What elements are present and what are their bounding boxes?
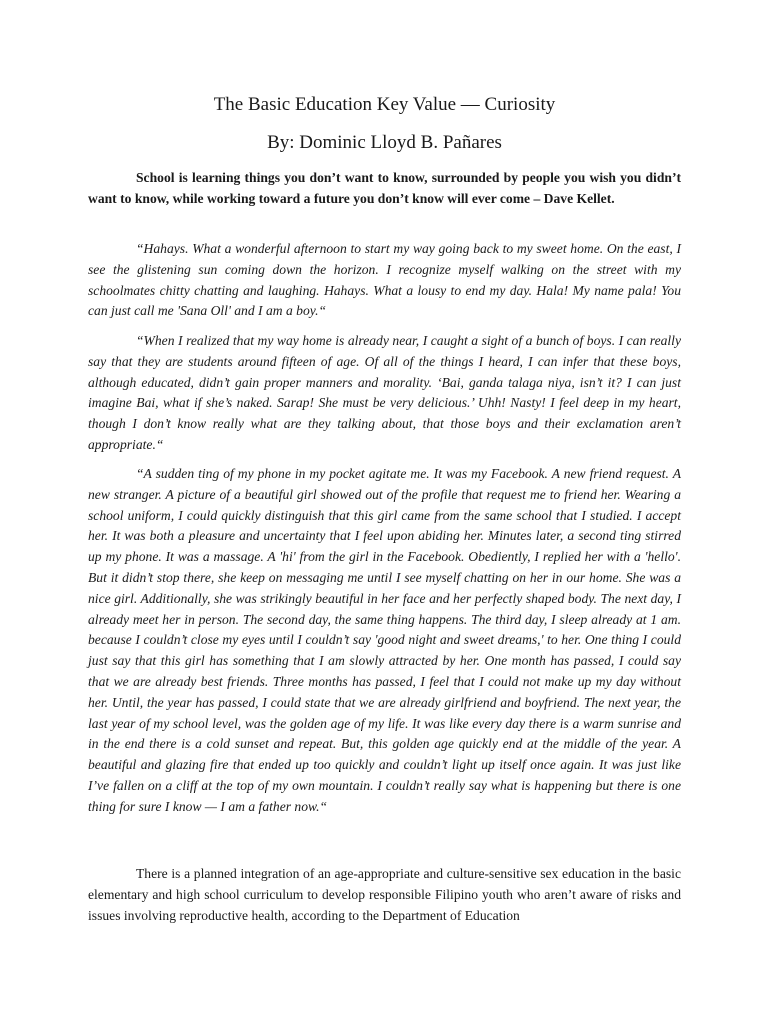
body-paragraph-1: There is a planned integration of an age-appropriate and culture-sensitive sex education in the basic elementary and high school curriculum to develop responsible Filipino youth who aren’t aware of risks and issues involving reproductive health, according to the Department of Education bbox=[88, 866, 681, 923]
narrative-paragraph-3: “A sudden ting of my phone in my pocket agitate me. It was my Facebook. A new friend request. A new stranger. A picture of a beautiful girl showed out of the profile that request me to friend her. Wearing a school uniform, I could quickly distinguish that this girl came from the same school that I studied. I accept her. It was both a pleasure and uncertainty that I feel upon abiding her. Minutes later, a second ting stirred up my phone. It was a massage. A 'hi' from the girl in the Facebook. Obediently, I replied her with a 'hello'. But it didn’t stop there, she keep on messaging me until I see myself chatting on her in our home. She was a nice girl. Additionally, she was strikingly beautiful in her face and her perfectly shaped body. The next day, I already meet her in person. The second day, the same thing happens. The third day, I sleep already at 1 am. because I couldn’t close my eyes until I couldn’t say 'good night and sweet dreams,' to her. One thing I could just say that this girl has something that I am slowly attracted by her. One month has passed, I could say that we are already best friends. Three months has passed, I feel that I could not make up my day without her. Until, the year has passed, I could state that we are already girlfriend and boyfriend. The next year, the last year of my school level, was the golden age of my life. It was like every day there is a warm sunrise and in the end there is a cold sunset and repeat. But, this golden age quickly end at the middle of the year. A beautiful and glazing fire that ended up too quickly and couldn’t light up itself once again. It was just like I’ve fallen on a cliff at the top of my own mountain. I couldn’t really say what is happening but there is one thing for sure I know — I am a father now.“ bbox=[88, 466, 681, 814]
document-title: The Basic Education Key Value — Curiosity bbox=[213, 94, 556, 115]
epigraph-quote: School is learning things you don’t want to know, surrounded by people you wish you didn’t want to know, while working toward a future you don’t know will ever come – Dave Kellet. bbox=[88, 170, 681, 206]
author-byline: By: Dominic Lloyd B. Pañares bbox=[267, 132, 502, 153]
narrative-paragraph-1: “Hahays. What a wonderful afternoon to start my way going back to my sweet home. On the east, I see the glistening sun coming down the horizon. I recognize myself walking on the street with my schoolmates chitty chatting and laughing. Hahays. What a lousy to end my day. Hala! My name pala! You can just call me 'Sana Oll' and I am a boy.“ bbox=[88, 241, 681, 319]
narrative-paragraph-2: “When I realized that my way home is already near, I caught a sight of a bunch of boys. I can really say that they are students around fifteen of age. Of all of the things I heard, I can infer that these boys, although educated, didn’t gain proper manners and morality. ‘Bai, ganda talaga niya, isn’t it? I can just imagine Bai, what if she’s naked. Sarap! She must be very delicious.’ Uhh! Nasty! I feel deep in my heart, though I don’t know really what are they talking about, that those boys and their exclamation aren’t appropriate.“ bbox=[88, 333, 681, 452]
